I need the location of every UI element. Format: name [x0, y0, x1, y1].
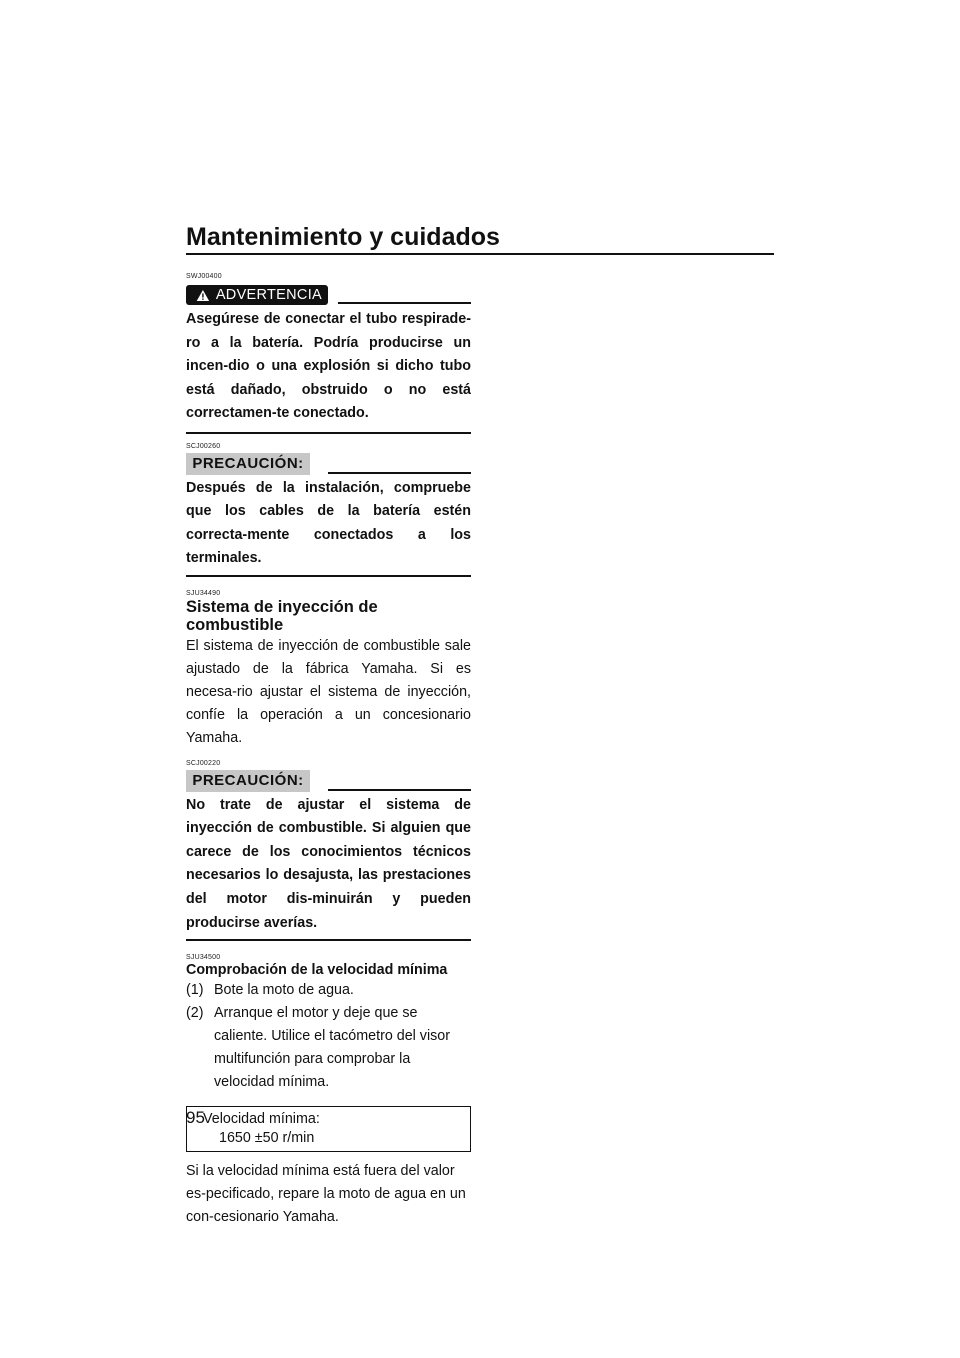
idle-spec-box: [186, 1106, 471, 1152]
warning-end-rule: [186, 432, 471, 434]
caution2-badge: [186, 770, 310, 792]
caution1-label-row: [186, 453, 471, 475]
fuel-section-title: Sistema de inyección de combustible: [186, 597, 378, 634]
page-number: 95: [186, 1108, 205, 1127]
warning-code: SWJ00400: [186, 273, 222, 280]
warning-text: Asegúrese de conectar el tubo respirade-ro a la batería. Podría producirse un incen-dio o una explosión si dicho tubo está dañado, obstruido o no está correctamen-te conectado.: [186, 311, 471, 422]
idle-section-title: Comprobación de la velocidad mínima: [186, 961, 448, 978]
idle-section-code: SJU34500: [186, 953, 221, 961]
content-column: [186, 272, 471, 1229]
idle-steps-list: [186, 979, 471, 1094]
header-rule: [186, 253, 774, 255]
step-text: Bote la moto de agua.: [214, 981, 354, 998]
caution1-label: PRECAUCIÓN:: [192, 455, 304, 473]
step-text: Arranque el motor y deje que se caliente. Utilice el tacómetro del visor multifunción para comprobar la velocidad mínima.: [214, 1004, 450, 1090]
list-item: [186, 1002, 471, 1094]
caution1-code: SCJ00260: [186, 442, 221, 450]
caution1-end-rule: [186, 575, 471, 577]
page-title: Mantenimiento y cuidados: [186, 223, 500, 251]
caution1-badge: [186, 453, 310, 475]
fuel-section-text: El sistema de inyección de combustible sale ajustado de la fábrica Yamaha. Si es necesa-rio ajustar el sistema de inyección, confíe la operación a un concesionario Yamaha.: [186, 637, 471, 746]
spec-label: Velocidad mínima:: [203, 1110, 320, 1127]
warning-triangle-icon: [196, 287, 210, 304]
caution1-label-rule: [328, 472, 471, 474]
warning-label-row: [186, 285, 471, 305]
step-number: (1): [186, 981, 204, 998]
caution2-code: SCJ00220: [186, 759, 221, 767]
caution2-label-row: [186, 770, 471, 792]
caution1-text: Después de la instalación, compruebe que los cables de la batería estén correcta-mente conectados a los terminales.: [186, 479, 471, 567]
idle-footer-text: Si la velocidad mínima está fuera del valor es-pecificado, repare la moto de agua en un con-cesionario Yamaha.: [186, 1162, 466, 1225]
spec-value: 1650 ±50 r/min: [219, 1129, 315, 1146]
caution2-text: No trate de ajustar el sistema de inyección de combustible. Si alguien que carece de los conocimientos técnicos necesarios lo desajusta, las prestaciones del motor dis-minuirán y pueden producirse averías.: [186, 796, 471, 931]
caution2-end-rule: [186, 939, 471, 941]
warning-badge: [186, 285, 328, 305]
warning-label: ADVERTENCIA: [215, 287, 322, 303]
caution2-label-rule: [328, 789, 471, 791]
warning-label-rule: [338, 302, 471, 304]
step-number: (2): [186, 1004, 204, 1021]
fuel-section-code: SJU34490: [186, 589, 221, 597]
list-item: [186, 979, 471, 1002]
caution2-label: PRECAUCIÓN:: [192, 772, 304, 790]
